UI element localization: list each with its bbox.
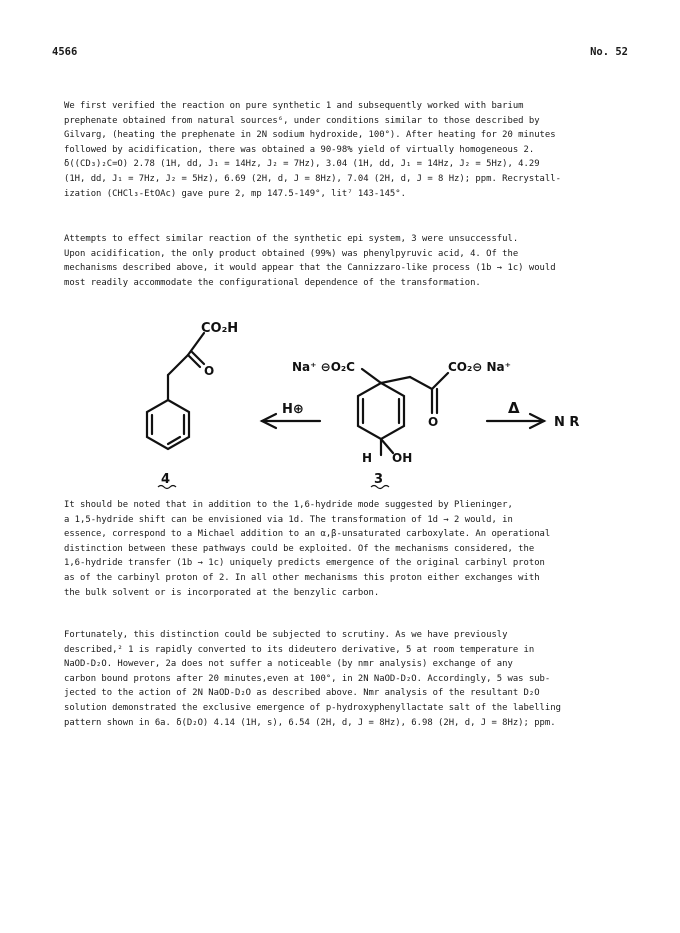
benzene-ring-4 [147,400,189,449]
ring-oh-label: OH [392,451,413,465]
text-line: It should be noted that in addition to the 1,6-hydride mode suggested by Plieninger, [64,500,513,510]
text-line: jected to the action of 2N NaOD-D₂O as described above. Nmr analysis of the resultant D₂O [64,688,540,699]
text-line: the bulk solvent or is incorporated at the benzylic carbon. [64,587,380,598]
acid-arrow-label: H⊕ [282,402,304,417]
text-line: Attempts to effect similar reaction of the synthetic epi system, 3 were unsuccessful. [64,234,519,244]
text-line: as of the carbinyl proton of 2. In all other mechanisms this proton either exchanges with [64,572,540,583]
text-line: most readily accommodate the configurational dependence of the transformation. [64,277,481,288]
carbonyl-oxygen-label: O [428,415,439,429]
text-line: Gilvarg, (heating the prephenate in 2N sodium hydroxide, 100°). After heating for 20 minutes [64,130,556,141]
ring-h-label: H [362,451,373,465]
text-line: NaOD-D₂O. However, 2a does not suffer a noticeable (by nmr analysis) exchange of any [64,659,513,670]
text-line: δ((CD₃)₂C=O) 2.78 (1H, dd, J₁ = 14Hz, J₂ = 7Hz), 3.04 (1H, dd, J₁ = 14Hz, J₂ = 5Hz), 4.29 [64,159,540,170]
text-line: carbon bound protons after 20 minutes,even at 100°, in 2N NaOD-D₂O. Accordingly, 5 was sub- [64,673,551,684]
text-line: a 1,5-hydride shift can be envisioned via 1d. The transformation of 1d → 2 would, in [64,514,513,525]
text-line: distinction between these pathways could be exploited. Of the mechanisms considered, the [64,543,535,554]
compound-4-label: 4 [161,472,171,487]
text-line: solution demonstrated the exclusive emergence of p-hydroxyphenyllactate salt of the labelling [64,702,561,713]
sodium-carboxylate-left: Na⁺ ⊖O₂C [292,360,355,374]
carboxyl-label: CO₂H [201,321,239,336]
text-line: mechanisms described above, it would appear that the Cannizzaro-like process (1b → 1c) would [64,263,556,274]
text-line: We first verified the reaction on pure synthetic 1 and subsequently worked with barium [64,101,524,111]
heat-arrow-label: Δ [508,399,520,417]
paragraph-4 [64,628,634,730]
cyclohexadiene-ring-3 [358,383,404,439]
sodium-carboxylate-right: CO₂⊖ Na⁺ [448,360,511,374]
paragraph-3 [64,498,634,600]
compound-3-label: 3 [374,472,384,487]
text-line: Fortunately, this distinction could be subjected to scrutiny. As we have previously [64,630,508,640]
paragraph-1 [64,99,634,201]
no-reaction-label: N R [554,415,580,430]
reaction-scheme [0,305,680,490]
journal-issue: No. 52 [590,46,628,58]
text-line: Upon acidification, the only product obtained (99%) was phenylpyruvic acid, 4. Of the [64,248,519,259]
text-line: (1H, dd, J₁ = 7Hz, J₂ = 5Hz), 6.69 (2H, d, J = 8Hz), 7.04 (2H, d, J = 8 Hz); ppm. Recrystall- [64,173,561,184]
text-line: 1,6-hydride transfer (1b → 1c) uniquely predicts emergence of the original carbinyl proton [64,558,545,569]
text-line: pattern shown in 6a. δ(D₂O) 4.14 (1H, s), 6.54 (2H, d, J = 8Hz), 6.98 (2H, d, J = 8Hz); ppm. [64,717,556,728]
text-line: described,² 1 is rapidly converted to its dideutero derivative, 5 at room temperature in [64,644,535,655]
text-line: prephenate obtained from natural sources⁶, under conditions similar to those described by [64,115,540,126]
page-number: 4566 [52,46,78,58]
ketone-oxygen-label: O [204,364,215,378]
text-line: followed by acidification, there was obtained a 90-98% yield of virtually homogeneous 2. [64,144,535,155]
text-line: essence, correspond to a Michael addition to an α,β-unsaturated carboxylate. An operational [64,529,551,540]
paragraph-2 [64,232,634,290]
text-line: ization (CHCl₃-EtOAc) gave pure 2, mp 147.5-149°, lit⁷ 143-145°. [64,188,406,199]
